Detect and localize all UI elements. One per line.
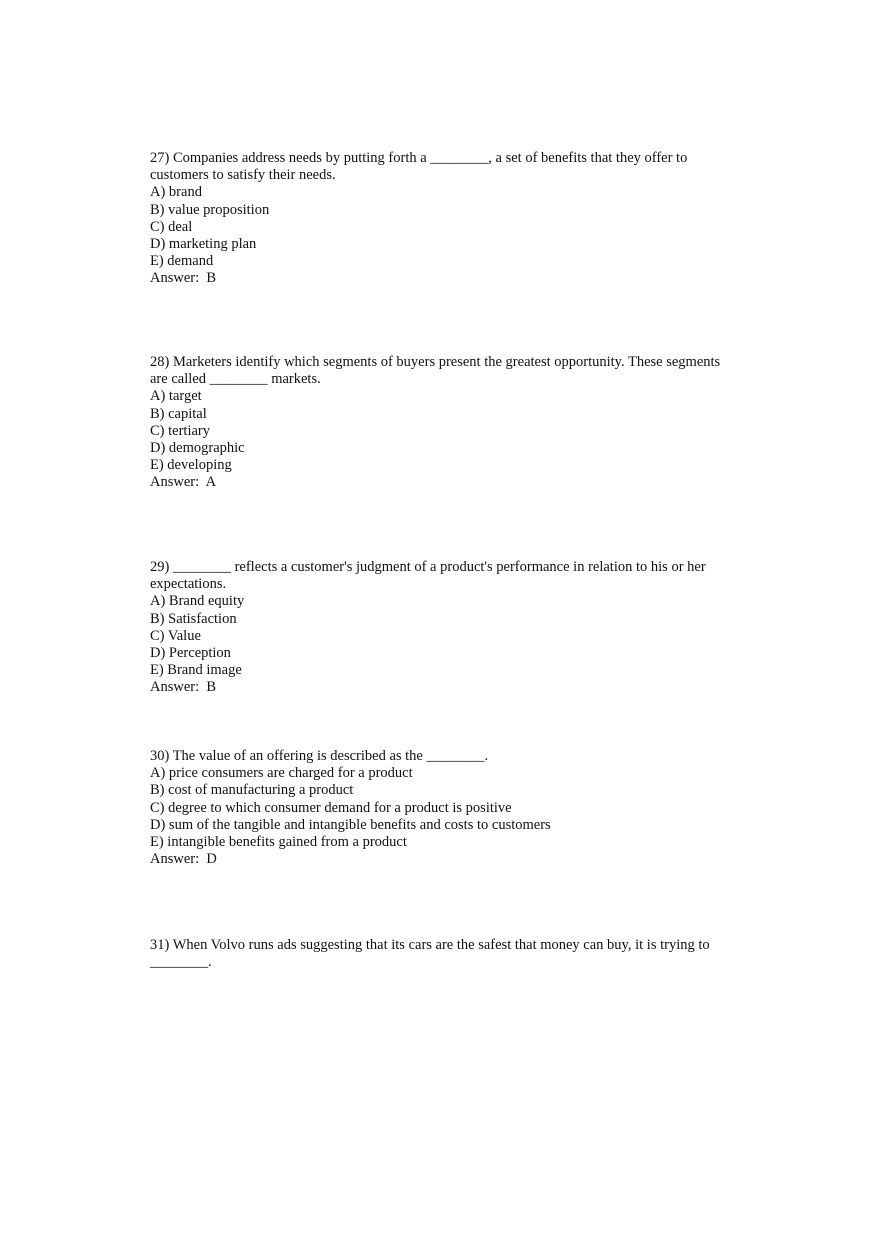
option-c: C) Value [150, 627, 201, 644]
option-d: D) demographic [150, 440, 245, 457]
option-d: D) Perception [150, 645, 231, 662]
option-b: B) Satisfaction [150, 610, 237, 627]
option-d: D) marketing plan [150, 236, 257, 253]
question-text: 29) ________ reflects a customer's judgment of a product's performance in relation to his or her expectations. [150, 559, 710, 593]
question-text: 30) The value of an offering is described as the ________. [150, 748, 489, 764]
option-e: E) demand [150, 253, 214, 270]
answer-line: Answer: D [150, 851, 217, 868]
answer-line: Answer: A [150, 474, 217, 491]
option-d: D) sum of the tangible and intangible benefits and costs to customers [150, 816, 551, 833]
question-30 [150, 748, 740, 868]
option-c: C) degree to which consumer demand for a product is positive [150, 799, 512, 816]
answer-line: Answer: B [150, 270, 217, 287]
option-c: C) deal [150, 218, 193, 235]
question-text: 28) Marketers identify which segments of buyers present the greatest opportunity. These segments are called ________ markets. [150, 354, 724, 388]
question-text: 27) Companies address needs by putting forth a ________, a set of benefits that they offer to customers to satisfy their needs. [150, 150, 691, 184]
option-a: A) Brand equity [150, 593, 245, 610]
option-a: A) price consumers are charged for a product [150, 765, 413, 782]
option-b: B) value proposition [150, 201, 270, 218]
option-b: B) capital [150, 405, 207, 422]
question-27 [150, 150, 740, 288]
question-31 [150, 937, 740, 971]
question-28 [150, 354, 740, 492]
answer-line: Answer: B [150, 679, 217, 696]
option-b: B) cost of manufacturing a product [150, 782, 354, 799]
question-text: 31) When Volvo runs ads suggesting that its cars are the safest that money can buy, it is trying to ________. [150, 937, 714, 971]
option-e: E) intangible benefits gained from a product [150, 834, 407, 851]
option-a: A) brand [150, 184, 202, 201]
option-e: E) Brand image [150, 662, 242, 679]
option-c: C) tertiary [150, 422, 210, 439]
question-29 [150, 559, 740, 697]
option-e: E) developing [150, 457, 232, 474]
option-a: A) target [150, 388, 202, 405]
